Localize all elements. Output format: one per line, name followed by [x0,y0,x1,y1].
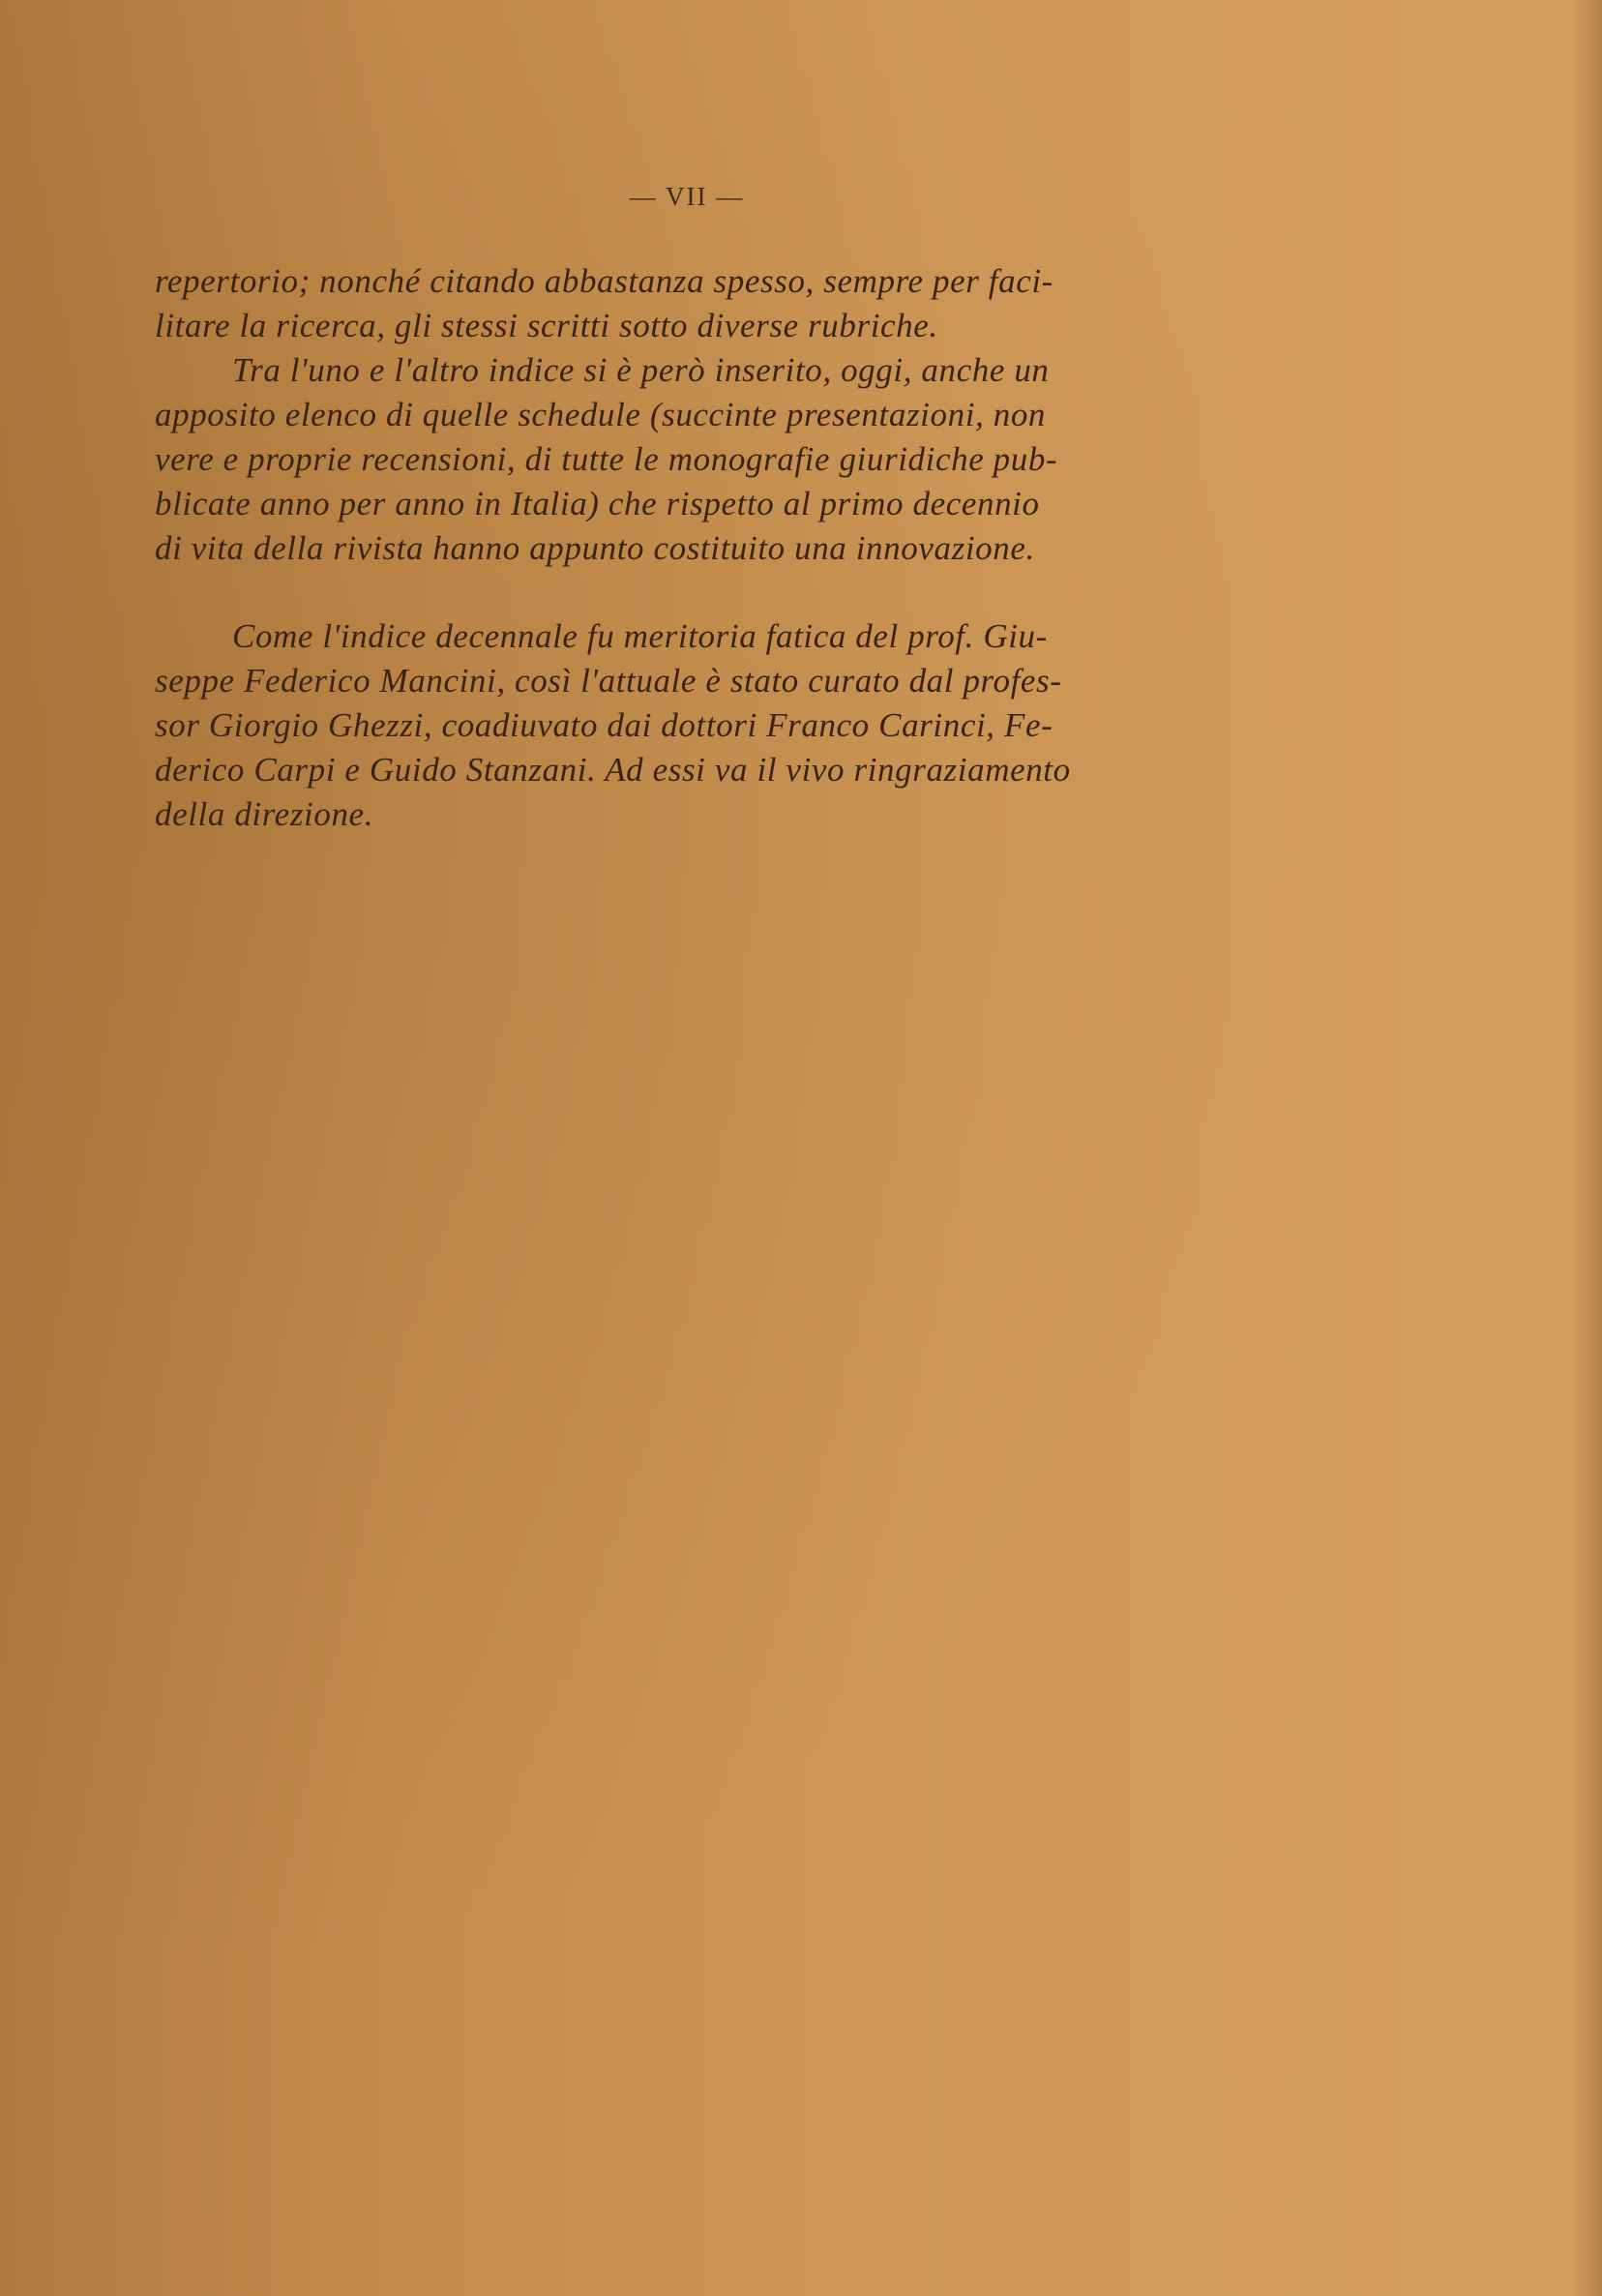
text-line: di vita della rivista hanno appunto costituito una innovazione. [155,529,1035,567]
text-line: Come l'indice decennale fu meritoria fatica del prof. Giu- [232,617,1048,655]
page-edge-shadow [1573,0,1602,2296]
text-line: della direzione. [155,795,374,833]
body-text [155,259,1243,837]
text-line: derico Carpi e Guido Stanzani. Ad essi va il vivo ringraziamento [155,751,1071,789]
text-line: seppe Federico Mancini, così l'attuale è stato curato dal profes- [155,662,1062,700]
text-line: apposito elenco di quelle schedule (succinte presentazioni, non [155,396,1047,433]
paragraph-1 [155,259,1243,348]
paragraph-gap [155,571,1243,614]
paragraph-2 [155,348,1243,571]
page-number: — VII — [629,182,745,211]
text-line: litare la ricerca, gli stessi scritti sotto diverse rubriche. [155,307,938,344]
text-line: repertorio; nonché citando abbastanza spesso, sempre per faci- [155,262,1053,300]
text-line: sor Giorgio Ghezzi, coadiuvato dai dottori Franco Carinci, Fe- [155,706,1053,744]
text-line: Tra l'uno e l'altro indice si è però inserito, oggi, anche un [232,351,1050,389]
paragraph-3 [155,614,1243,837]
text-line: blicate anno per anno in Italia) che rispetto al primo decennio [155,485,1040,522]
text-line: vere e proprie recensioni, di tutte le monografie giuridiche pub- [155,440,1058,478]
